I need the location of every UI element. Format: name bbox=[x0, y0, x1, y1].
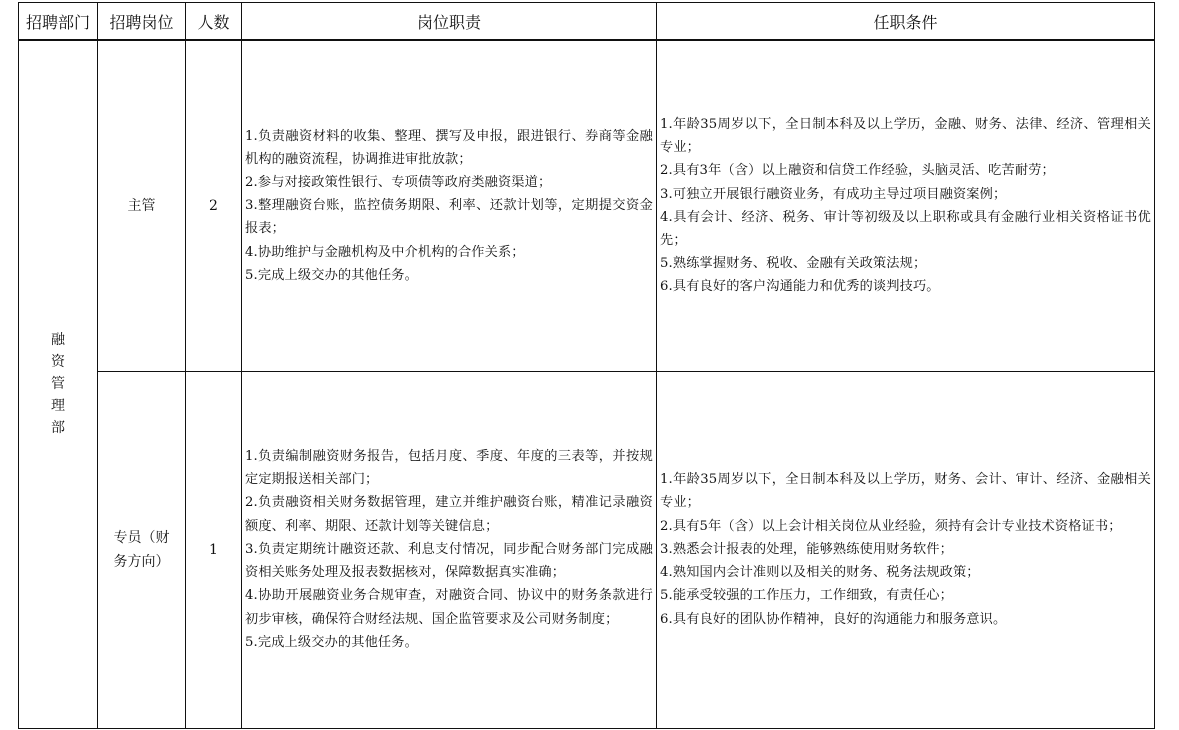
header-duties: 岗位职责 bbox=[242, 3, 657, 41]
requirement-item: 6.具有良好的团队协作精神，良好的沟通能力和服务意识。 bbox=[660, 611, 1007, 627]
duty-item: 1.负责编制融资财务报告，包括月度、季度、年度的三表等，并按规定定期报送相关部门； bbox=[245, 449, 653, 488]
requirement-item: 1.年龄35周岁以下，全日制本科及以上学历，金融、财务、法律、经济、管理相关专业； bbox=[660, 116, 1151, 156]
requirement-item: 1.年龄35周岁以下，全日制本科及以上学历，财务、会计、审计、经济、金融相关专业； bbox=[660, 472, 1151, 511]
table-row bbox=[19, 40, 1155, 371]
header-row bbox=[19, 3, 1155, 41]
requirement-item: 5.熟练掌握财务、税收、金融有关政策法规； bbox=[660, 256, 927, 272]
position-name: 专员（财务方向） bbox=[113, 529, 170, 570]
position-cell bbox=[98, 371, 186, 728]
duties-cell bbox=[242, 371, 657, 728]
duty-item: 4.协助维护与金融机构及中介机构的合作关系； bbox=[245, 244, 525, 260]
requirements-cell bbox=[657, 40, 1155, 371]
duty-item: 5.完成上级交办的其他任务。 bbox=[245, 267, 418, 283]
requirement-item: 3.熟悉会计报表的处理，能够熟练使用财务软件； bbox=[660, 541, 953, 557]
duty-item: 1.负责融资材料的收集、整理、撰写及申报，跟进银行、券商等金融机构的融资流程，协调推进审批放款； bbox=[245, 128, 653, 167]
requirement-item: 4.具有会计、经济、税务、审计等初级及以上职称或具有金融行业相关资格证书优先； bbox=[660, 209, 1151, 248]
duty-item: 2.参与对接政策性银行、专项债等政府类融资渠道； bbox=[245, 174, 552, 190]
requirement-item: 2.具有5年（含）以上会计相关岗位从业经验，须持有会计专业技术资格证书； bbox=[660, 518, 1122, 534]
header-department: 招聘部门 bbox=[19, 3, 98, 41]
duty-item: 2.负责融资相关财务数据管理，建立并维护融资台账，精准记录融资额度、利率、期限、还款计划等关键信息； bbox=[245, 495, 653, 534]
requirement-item: 3.可独立开展银行融资业务，有成功主导过项目融资案例； bbox=[660, 186, 1007, 202]
requirements-cell bbox=[657, 371, 1155, 728]
count-cell: 1 bbox=[186, 371, 242, 728]
position-name: 主管 bbox=[127, 197, 156, 214]
count-cell: 2 bbox=[186, 40, 242, 371]
position-cell bbox=[98, 40, 186, 371]
duty-item: 3.负责定期统计融资还款、利息支付情况，同步配合财务部门完成融资相关账务处理及报表数据核对，保障数据真实准确； bbox=[245, 541, 653, 581]
department-cell bbox=[19, 40, 98, 728]
table-row bbox=[19, 371, 1155, 728]
duty-item: 4.协助开展融资业务合规审查，对融资合同、协议中的财务条款进行初步审核，确保符合财经法规、国企监管要求及公司财务制度； bbox=[245, 588, 653, 627]
header-count: 人数 bbox=[186, 3, 242, 41]
department-name: 融资管理部 bbox=[51, 332, 65, 437]
recruitment-table bbox=[18, 2, 1155, 729]
requirement-item: 6.具有良好的客户沟通能力和优秀的谈判技巧。 bbox=[660, 279, 940, 295]
duty-item: 3.整理融资台账，监控债务期限、利率、还款计划等，定期提交资金报表； bbox=[245, 198, 653, 237]
requirement-item: 4.熟知国内会计准则以及相关的财务、税务法规政策； bbox=[660, 565, 980, 581]
requirement-item: 5.能承受较强的工作压力，工作细致，有责任心； bbox=[660, 588, 953, 604]
header-position: 招聘岗位 bbox=[98, 3, 186, 41]
duties-cell bbox=[242, 40, 657, 371]
duty-item: 5.完成上级交办的其他任务。 bbox=[245, 634, 418, 650]
requirement-item: 2.具有3年（含）以上融资和信贷工作经验，头脑灵活、吃苦耐劳； bbox=[660, 163, 1055, 179]
header-requirements: 任职条件 bbox=[657, 3, 1155, 41]
